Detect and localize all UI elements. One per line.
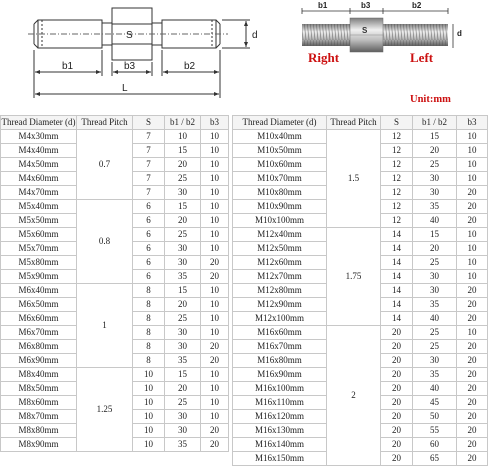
cell-thread-diameter: M5x90mm [1, 270, 77, 284]
cell-b1-b2: 50 [413, 410, 457, 424]
cell-s: 14 [381, 312, 413, 326]
cell-b1-b2: 30 [165, 326, 201, 340]
cell-s: 6 [133, 242, 165, 256]
diagram-label-b1: b1 [62, 61, 74, 72]
cell-thread-diameter: M5x70mm [1, 242, 77, 256]
cell-s: 14 [381, 228, 413, 242]
cell-thread-diameter: M12x40mm [233, 228, 327, 242]
photo-label-b3: b3 [361, 1, 371, 10]
cell-thread-diameter: M10x60mm [233, 158, 327, 172]
cell-b3: 20 [457, 438, 488, 452]
cell-b3: 10 [201, 172, 229, 186]
cell-b1-b2: 40 [413, 214, 457, 228]
cell-thread-diameter: M16x130mm [233, 424, 327, 438]
cell-s: 12 [381, 130, 413, 144]
cell-thread-pitch: 0.7 [77, 130, 133, 200]
cell-s: 7 [133, 158, 165, 172]
cell-thread-pitch: 2 [327, 326, 381, 466]
cell-b1-b2: 20 [165, 382, 201, 396]
cell-s: 10 [133, 396, 165, 410]
cell-b1-b2: 40 [413, 312, 457, 326]
cell-s: 10 [133, 410, 165, 424]
diagram-label-s: S [126, 30, 133, 41]
cell-s: 10 [133, 382, 165, 396]
cell-b3: 20 [457, 200, 488, 214]
right-side-label: Right [308, 50, 340, 65]
header-b3: b3 [201, 116, 229, 130]
cell-thread-diameter: M8x70mm [1, 410, 77, 424]
cell-s: 8 [133, 326, 165, 340]
diagram-label-b3: b3 [124, 61, 136, 72]
photo-label-b2: b2 [412, 1, 422, 10]
cell-thread-diameter: M16x110mm [233, 396, 327, 410]
cell-b1-b2: 30 [413, 354, 457, 368]
cell-b1-b2: 30 [413, 284, 457, 298]
cell-b3: 20 [201, 354, 229, 368]
cell-thread-diameter: M10x70mm [233, 172, 327, 186]
diagram-label-l: L [122, 83, 128, 94]
table-row [1, 200, 229, 214]
cell-b3: 10 [201, 284, 229, 298]
cell-thread-diameter: M5x60mm [1, 228, 77, 242]
cell-b3: 10 [201, 214, 229, 228]
cell-s: 7 [133, 172, 165, 186]
cell-s: 20 [381, 326, 413, 340]
cell-s: 14 [381, 298, 413, 312]
cell-b1-b2: 25 [413, 158, 457, 172]
cell-s: 20 [381, 368, 413, 382]
cell-s: 20 [381, 410, 413, 424]
cell-b1-b2: 60 [413, 438, 457, 452]
spec-table-right [232, 115, 488, 466]
cell-s: 12 [381, 144, 413, 158]
cell-b3: 10 [457, 228, 488, 242]
cell-b1-b2: 30 [413, 186, 457, 200]
cell-b1-b2: 25 [165, 172, 201, 186]
diagram-label-b2: b2 [184, 61, 196, 72]
cell-s: 12 [381, 172, 413, 186]
cell-b1-b2: 35 [165, 270, 201, 284]
cell-thread-diameter: M16x150mm [233, 452, 327, 466]
cell-b3: 20 [457, 186, 488, 200]
cell-b3: 20 [457, 214, 488, 228]
cell-s: 14 [381, 242, 413, 256]
cell-thread-diameter: M12x90mm [233, 298, 327, 312]
cell-s: 12 [381, 214, 413, 228]
cell-b3: 20 [201, 256, 229, 270]
cell-thread-diameter: M8x50mm [1, 382, 77, 396]
cell-thread-diameter: M6x70mm [1, 326, 77, 340]
cell-s: 6 [133, 228, 165, 242]
cell-b1-b2: 30 [165, 410, 201, 424]
cell-b1-b2: 45 [413, 396, 457, 410]
cell-b1-b2: 20 [413, 144, 457, 158]
cell-b3: 10 [457, 144, 488, 158]
cell-b1-b2: 10 [165, 130, 201, 144]
cell-b1-b2: 20 [165, 214, 201, 228]
cell-thread-diameter: M16x80mm [233, 354, 327, 368]
cell-b3: 20 [457, 340, 488, 354]
table-header-row [1, 116, 229, 130]
cell-b1-b2: 30 [165, 186, 201, 200]
cell-b1-b2: 15 [413, 130, 457, 144]
cell-b3: 20 [201, 340, 229, 354]
cell-s: 7 [133, 186, 165, 200]
cell-b3: 10 [457, 256, 488, 270]
table-row [233, 326, 488, 340]
cell-b3: 10 [201, 158, 229, 172]
cell-thread-diameter: M12x70mm [233, 270, 327, 284]
cell-b1-b2: 30 [165, 242, 201, 256]
cell-s: 12 [381, 158, 413, 172]
cell-thread-diameter: M4x70mm [1, 186, 77, 200]
cell-b1-b2: 35 [165, 438, 201, 452]
cell-thread-diameter: M12x60mm [233, 256, 327, 270]
cell-b1-b2: 30 [165, 256, 201, 270]
cell-s: 14 [381, 256, 413, 270]
table-row [1, 130, 229, 144]
photo-label-s: S [362, 26, 368, 35]
cell-s: 6 [133, 214, 165, 228]
cell-thread-diameter: M16x100mm [233, 382, 327, 396]
cell-b1-b2: 20 [413, 242, 457, 256]
cell-thread-diameter: M8x60mm [1, 396, 77, 410]
cell-b3: 10 [201, 186, 229, 200]
cell-s: 10 [133, 368, 165, 382]
cell-b1-b2: 35 [413, 368, 457, 382]
cell-thread-diameter: M12x100mm [233, 312, 327, 326]
cell-b1-b2: 35 [165, 354, 201, 368]
cell-b1-b2: 55 [413, 424, 457, 438]
left-side-label: Left [410, 50, 434, 65]
cell-b3: 20 [457, 368, 488, 382]
cell-b1-b2: 35 [413, 298, 457, 312]
cell-b3: 10 [201, 312, 229, 326]
cell-b3: 20 [201, 424, 229, 438]
cell-b1-b2: 25 [165, 312, 201, 326]
cell-b3: 20 [457, 452, 488, 466]
cell-s: 6 [133, 270, 165, 284]
cell-b3: 20 [457, 298, 488, 312]
cell-b3: 10 [201, 228, 229, 242]
cell-b3: 10 [201, 298, 229, 312]
cell-b3: 20 [457, 284, 488, 298]
cell-b3: 20 [457, 382, 488, 396]
cell-thread-diameter: M8x90mm [1, 438, 77, 452]
cell-s: 14 [381, 270, 413, 284]
cell-thread-diameter: M4x60mm [1, 172, 77, 186]
cell-s: 6 [133, 200, 165, 214]
cell-b1-b2: 40 [413, 382, 457, 396]
cell-thread-diameter: M6x80mm [1, 340, 77, 354]
cell-b3: 10 [457, 130, 488, 144]
cell-b3: 10 [457, 242, 488, 256]
cell-thread-pitch: 1.25 [77, 368, 133, 452]
cell-s: 20 [381, 424, 413, 438]
cell-s: 8 [133, 284, 165, 298]
cell-b1-b2: 30 [413, 172, 457, 186]
cell-thread-diameter: M4x30mm [1, 130, 77, 144]
cell-thread-diameter: M10x40mm [233, 130, 327, 144]
cell-b3: 10 [457, 172, 488, 186]
cell-thread-diameter: M6x50mm [1, 298, 77, 312]
cell-b1-b2: 35 [413, 200, 457, 214]
cell-s: 8 [133, 340, 165, 354]
header-s: S [381, 116, 413, 130]
table-row [233, 228, 488, 242]
cell-s: 10 [133, 424, 165, 438]
cell-s: 20 [381, 340, 413, 354]
cell-s: 8 [133, 298, 165, 312]
cell-thread-diameter: M10x90mm [233, 200, 327, 214]
cell-s: 12 [381, 186, 413, 200]
cell-b1-b2: 25 [413, 256, 457, 270]
cell-s: 20 [381, 354, 413, 368]
header-thread-pitch: Thread Pitch [77, 116, 133, 130]
header-b1-b2: b1 / b2 [165, 116, 201, 130]
cell-b1-b2: 25 [413, 326, 457, 340]
cell-thread-diameter: M12x50mm [233, 242, 327, 256]
cell-b3: 10 [201, 144, 229, 158]
cell-b3: 10 [201, 382, 229, 396]
photo-label-d: d [457, 29, 462, 38]
cell-thread-diameter: M16x70mm [233, 340, 327, 354]
cell-b3: 10 [201, 130, 229, 144]
cell-thread-pitch: 0.8 [77, 200, 133, 284]
cell-b1-b2: 25 [165, 228, 201, 242]
cell-thread-diameter: M10x80mm [233, 186, 327, 200]
cell-thread-pitch: 1 [77, 284, 133, 368]
header-thread-diameter: Thread Diameter (d) [1, 116, 77, 130]
spec-table-left [0, 115, 229, 452]
cell-b3: 10 [457, 158, 488, 172]
cell-b1-b2: 30 [165, 340, 201, 354]
cell-b1-b2: 20 [165, 298, 201, 312]
cell-b3: 20 [457, 312, 488, 326]
cell-thread-diameter: M16x140mm [233, 438, 327, 452]
cell-s: 8 [133, 354, 165, 368]
cell-b3: 10 [201, 326, 229, 340]
cell-b3: 20 [457, 424, 488, 438]
cell-b3: 20 [457, 354, 488, 368]
table-row [1, 284, 229, 298]
cell-s: 14 [381, 284, 413, 298]
cell-b1-b2: 15 [165, 144, 201, 158]
cell-b3: 10 [201, 396, 229, 410]
header-b1-b2: b1 / b2 [413, 116, 457, 130]
cell-b1-b2: 25 [413, 340, 457, 354]
stud-dimension-diagram [0, 0, 290, 105]
cell-b3: 10 [201, 368, 229, 382]
cell-b3: 20 [201, 270, 229, 284]
cell-s: 20 [381, 438, 413, 452]
cell-thread-diameter: M12x80mm [233, 284, 327, 298]
header-thread-diameter: Thread Diameter (d) [233, 116, 327, 130]
cell-s: 7 [133, 130, 165, 144]
cell-s: 10 [133, 438, 165, 452]
cell-b1-b2: 30 [413, 270, 457, 284]
cell-thread-diameter: M10x50mm [233, 144, 327, 158]
cell-s: 7 [133, 144, 165, 158]
cell-s: 20 [381, 382, 413, 396]
cell-b3: 10 [457, 270, 488, 284]
cell-b3: 10 [201, 200, 229, 214]
cell-b1-b2: 15 [413, 228, 457, 242]
table-row [1, 368, 229, 382]
cell-b1-b2: 30 [165, 424, 201, 438]
photo-label-b1: b1 [318, 1, 328, 10]
cell-b1-b2: 15 [165, 284, 201, 298]
cell-thread-diameter: M16x120mm [233, 410, 327, 424]
cell-thread-pitch: 1.75 [327, 228, 381, 326]
cell-b1-b2: 15 [165, 200, 201, 214]
cell-b1-b2: 65 [413, 452, 457, 466]
header-b3: b3 [457, 116, 488, 130]
table-row [233, 130, 488, 144]
unit-label: Unit:mm [410, 94, 451, 105]
header-thread-pitch: Thread Pitch [327, 116, 381, 130]
cell-b3: 10 [201, 242, 229, 256]
cell-s: 20 [381, 396, 413, 410]
cell-b1-b2: 25 [165, 396, 201, 410]
cell-thread-diameter: M16x60mm [233, 326, 327, 340]
cell-s: 12 [381, 200, 413, 214]
cell-thread-diameter: M16x90mm [233, 368, 327, 382]
cell-s: 8 [133, 312, 165, 326]
cell-thread-diameter: M4x50mm [1, 158, 77, 172]
cell-thread-diameter: M8x80mm [1, 424, 77, 438]
cell-thread-diameter: M10x100mm [233, 214, 327, 228]
cell-thread-diameter: M4x40mm [1, 144, 77, 158]
cell-s: 20 [381, 452, 413, 466]
cell-thread-diameter: M6x40mm [1, 284, 77, 298]
cell-thread-diameter: M8x40mm [1, 368, 77, 382]
cell-b3: 20 [457, 396, 488, 410]
diagram-label-d: d [252, 30, 258, 41]
cell-thread-diameter: M6x60mm [1, 312, 77, 326]
cell-s: 6 [133, 256, 165, 270]
cell-b3: 20 [201, 438, 229, 452]
cell-b1-b2: 20 [165, 158, 201, 172]
cell-thread-diameter: M5x40mm [1, 200, 77, 214]
cell-thread-pitch: 1.5 [327, 130, 381, 228]
cell-thread-diameter: M5x80mm [1, 256, 77, 270]
table-header-row [233, 116, 488, 130]
cell-b3: 10 [201, 410, 229, 424]
cell-b1-b2: 15 [165, 368, 201, 382]
cell-thread-diameter: M6x90mm [1, 354, 77, 368]
header-s: S [133, 116, 165, 130]
cell-thread-diameter: M5x50mm [1, 214, 77, 228]
cell-b3: 20 [457, 410, 488, 424]
cell-b3: 10 [457, 326, 488, 340]
